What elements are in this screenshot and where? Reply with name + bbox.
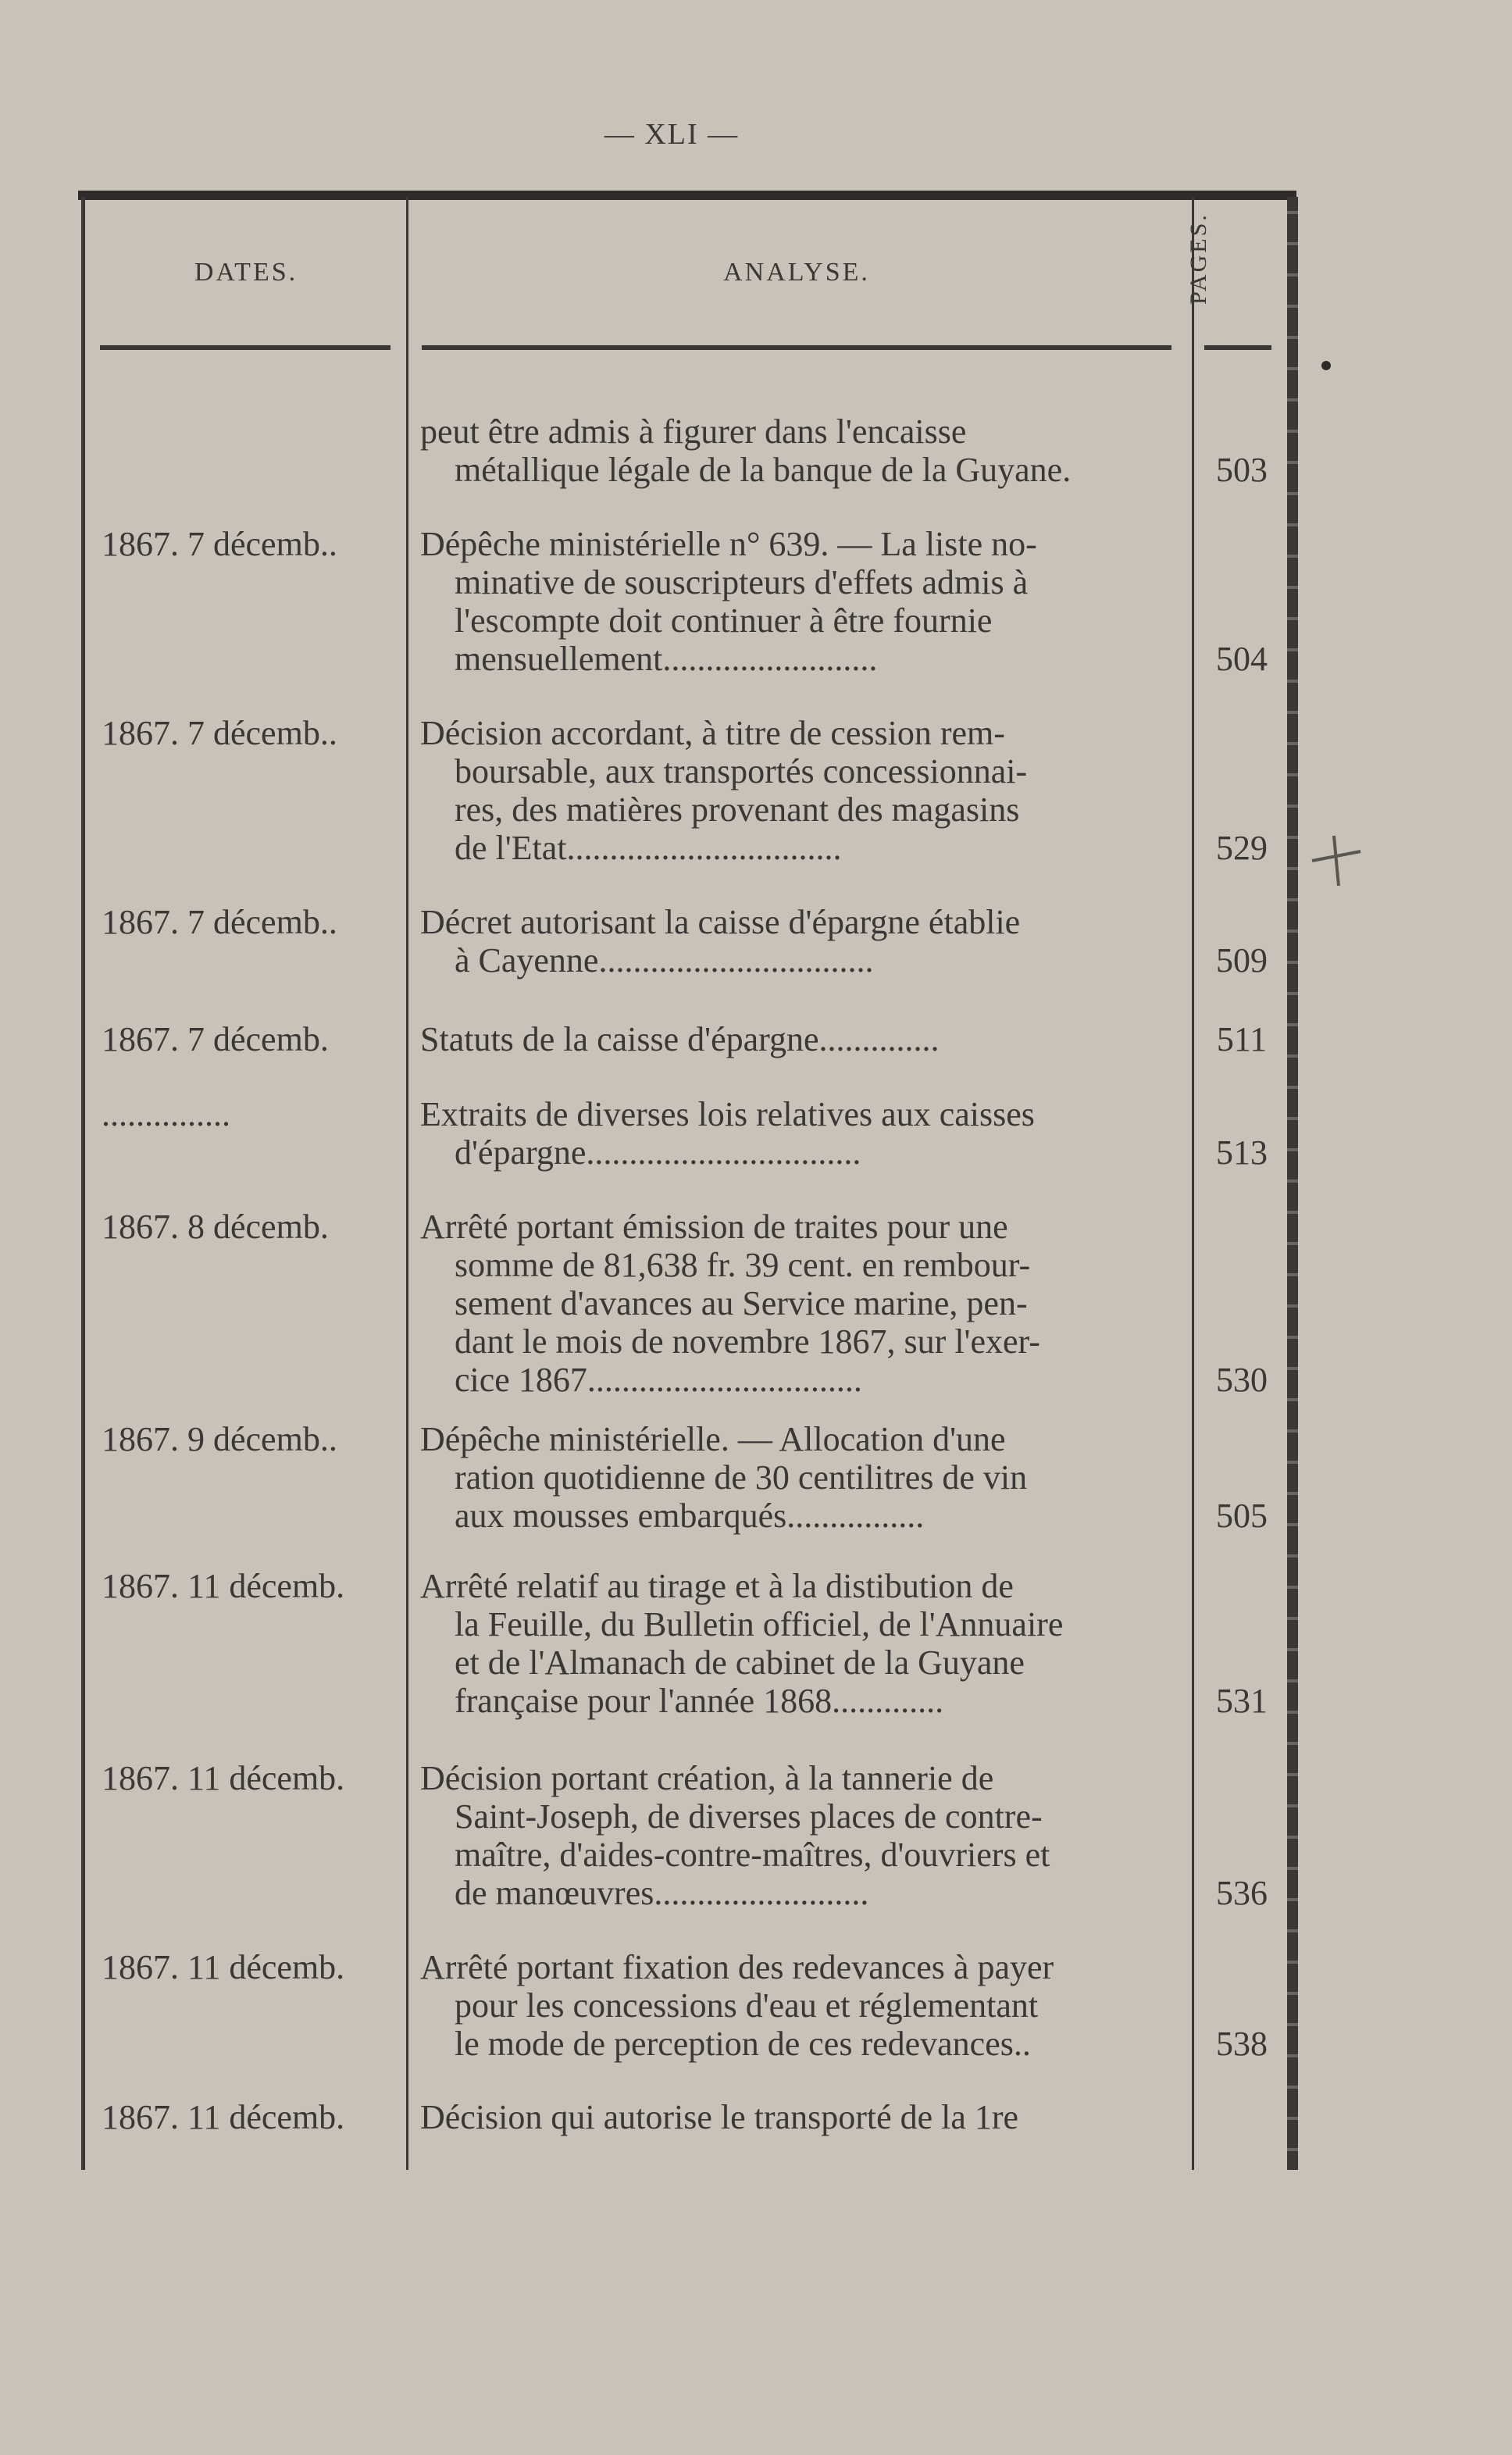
analyse-line: l'escompte doit continuer à être fournie [455, 601, 993, 640]
analyse-line: Arrêté portant fixation des redevances à payer [420, 1948, 1054, 1986]
pages-column-divider [1192, 197, 1194, 2170]
row-analyse [420, 1759, 1186, 1912]
analyse-line: la Feuille, du Bulletin officiel, de l'Annuaire [455, 1605, 1064, 1643]
row-page-number: 529 [1216, 829, 1268, 867]
row-analyse [420, 714, 1186, 867]
analyse-line: de manœuvres......................... [455, 1874, 869, 1912]
table-top-rule [78, 191, 1296, 200]
table-left-border [81, 197, 85, 2170]
row-page-number: 536 [1216, 1874, 1268, 1912]
analyse-line: Extraits de diverses lois relatives aux caisses [420, 1095, 1035, 1133]
row-page-number: 504 [1216, 640, 1268, 678]
row-analyse [420, 1420, 1186, 1535]
row-page-number: 538 [1216, 2025, 1268, 2063]
pencil-cross-mark [1304, 828, 1367, 890]
row-analyse [420, 1020, 1186, 1058]
pages-header-underline [1204, 345, 1271, 350]
analyse-line: Arrêté portant émission de traites pour une [420, 1208, 1008, 1246]
row-date: ............... [102, 1095, 230, 1133]
analyse-line: française pour l'année 1868............. [455, 1682, 944, 1720]
row-date: 1867. 7 décemb.. [102, 903, 337, 941]
analyse-line: sement d'avances au Service marine, pen- [455, 1284, 1028, 1322]
row-page-number: 511 [1216, 1020, 1268, 1058]
ink-dot [1321, 361, 1331, 370]
analyse-line: Décret autorisant la caisse d'épargne établie [420, 903, 1021, 941]
row-analyse [420, 412, 1186, 489]
analyse-line: le mode de perception de ces redevances.. [455, 2025, 1031, 2063]
analyse-line: Statuts de la caisse d'épargne.............. [420, 1020, 940, 1058]
row-page-number: 509 [1216, 941, 1268, 980]
analyse-line: d'épargne................................ [455, 1133, 861, 1172]
row-page-number: 505 [1216, 1497, 1268, 1535]
row-date: 1867. 11 décemb. [102, 1948, 345, 1986]
analyse-line: Saint-Joseph, de diverses places de contre- [455, 1797, 1043, 1836]
analyse-line: peut être admis à figurer dans l'encaisse [420, 412, 967, 451]
row-date: 1867. 11 décemb. [102, 1567, 345, 1605]
analyse-line: boursable, aux transportés concessionnai- [455, 752, 1028, 790]
analyse-line: Décision portant création, à la tannerie de [420, 1759, 994, 1797]
row-date: 1867. 9 décemb.. [102, 1420, 337, 1458]
row-date: 1867. 7 décemb.. [102, 714, 337, 752]
row-page-number: 503 [1216, 451, 1268, 489]
table-right-border [1287, 197, 1298, 2170]
row-analyse [420, 525, 1186, 678]
analyse-line: Décision qui autorise le transporté de la 1re [420, 2098, 1019, 2136]
analyse-line: Dépêche ministérielle. — Allocation d'une [420, 1420, 1006, 1458]
analyse-header: ANALYSE. [723, 258, 870, 287]
row-analyse [420, 1095, 1186, 1172]
row-date: 1867. 7 décemb. [102, 1020, 329, 1058]
row-date: 1867. 11 décemb. [102, 1759, 345, 1797]
analyse-line: pour les concessions d'eau et réglementant [455, 1986, 1039, 2025]
dates-header: DATES. [194, 258, 298, 287]
page-folio: — XLI — [604, 118, 740, 151]
analyse-line: et de l'Almanach de cabinet de la Guyane [455, 1643, 1025, 1682]
pages-header: PAGES. [1186, 212, 1211, 305]
analyse-line: minative de souscripteurs d'effets admis à [455, 563, 1029, 601]
analyse-line: res, des matières provenant des magasins [455, 790, 1020, 829]
row-analyse [420, 903, 1186, 980]
row-page-number: 530 [1216, 1361, 1268, 1399]
analyse-line: dant le mois de novembre 1867, sur l'exer- [455, 1322, 1040, 1361]
dates-header-underline [100, 345, 390, 350]
row-page-number: 531 [1216, 1682, 1268, 1720]
row-date: 1867. 8 décemb. [102, 1208, 329, 1246]
row-analyse [420, 2098, 1186, 2136]
dates-column-divider [406, 197, 408, 2170]
analyse-line: Dépêche ministérielle n° 639. — La liste no- [420, 525, 1037, 563]
row-analyse [420, 1948, 1186, 2063]
analyse-line: mensuellement......................... [455, 640, 878, 678]
analyse-line: Décision accordant, à titre de cession rem- [420, 714, 1005, 752]
analyse-line: métallique légale de la banque de la Guyane. [455, 451, 1072, 489]
analyse-line: ration quotidienne de 30 centilitres de vin [455, 1458, 1028, 1497]
row-page-number: 513 [1216, 1133, 1268, 1172]
analyse-line: de l'Etat................................ [455, 829, 842, 867]
row-date: 1867. 11 décemb. [102, 2098, 345, 2136]
analyse-line: à Cayenne................................ [455, 941, 874, 980]
row-date: 1867. 7 décemb.. [102, 525, 337, 563]
analyse-line: Arrêté relatif au tirage et à la distibution de [420, 1567, 1014, 1605]
row-analyse [420, 1567, 1186, 1720]
row-analyse [420, 1208, 1186, 1399]
analyse-line: aux mousses embarqués................ [455, 1497, 925, 1535]
analyse-line: cice 1867................................ [455, 1361, 862, 1399]
analyse-header-underline [422, 345, 1171, 350]
analyse-line: maître, d'aides-contre-maîtres, d'ouvriers et [455, 1836, 1050, 1874]
analyse-line: somme de 81,638 fr. 39 cent. en rembour- [455, 1246, 1031, 1284]
